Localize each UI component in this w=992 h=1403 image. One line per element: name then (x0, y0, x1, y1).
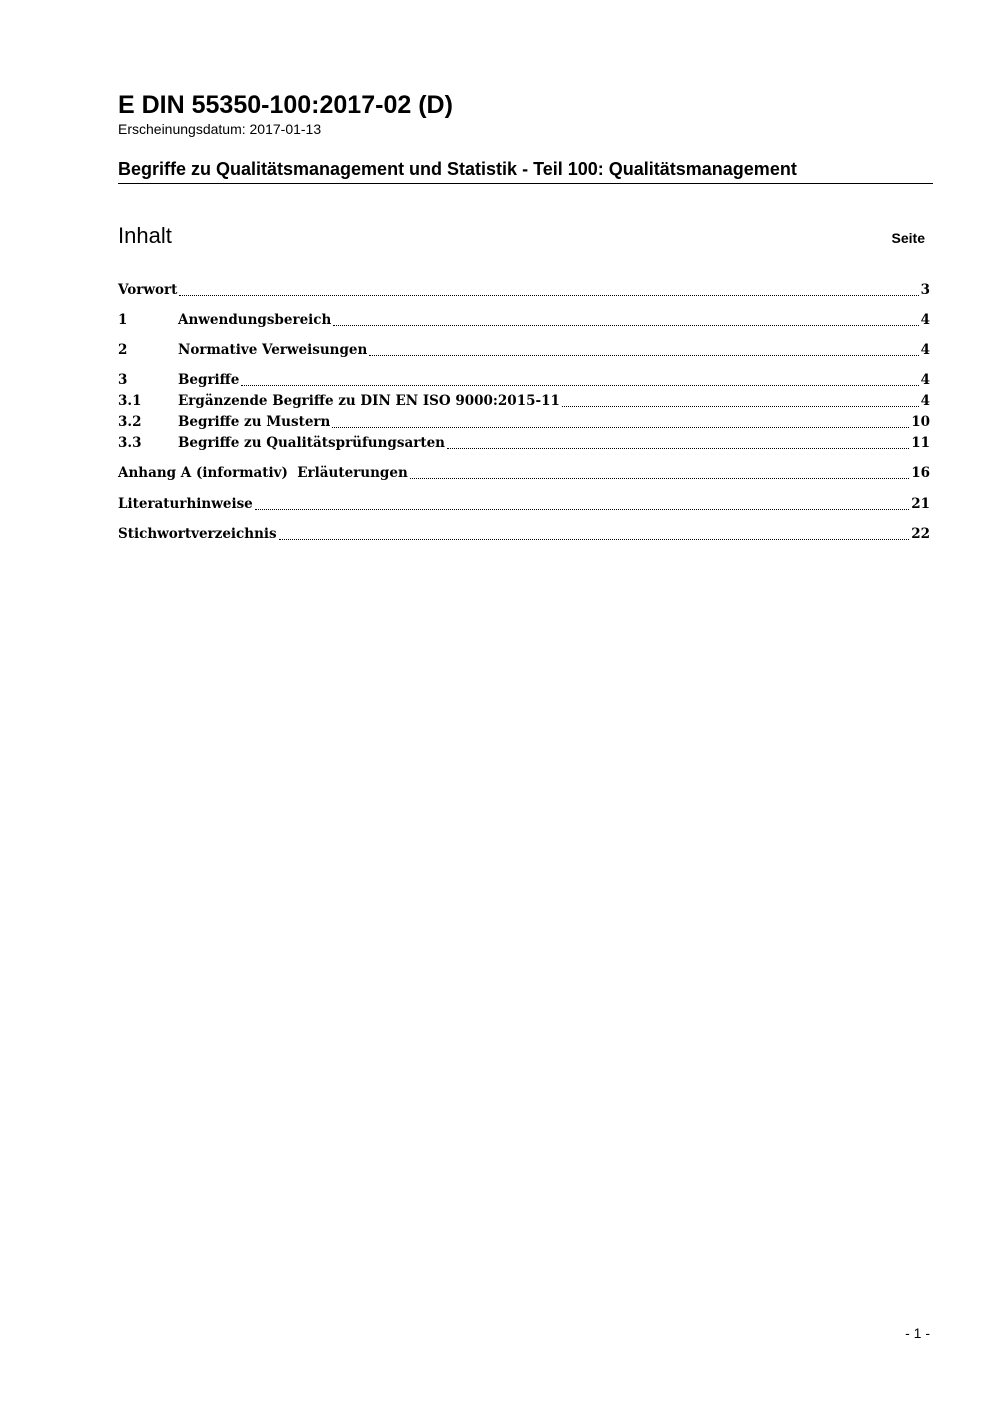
toc-dot-leader (369, 354, 918, 356)
title-divider (118, 183, 933, 184)
toc-entry-number: 1 (118, 312, 128, 328)
toc-entry-1[interactable] (118, 310, 930, 330)
toc-entry-page: 22 (911, 526, 930, 542)
toc-entry-page: 10 (911, 414, 930, 430)
toc-dot-leader (447, 447, 909, 449)
toc-dot-leader (241, 384, 918, 386)
toc-entry-page: 11 (911, 435, 930, 451)
document-id: E DIN 55350-100:2017-02 (D) (118, 91, 453, 119)
toc-entry-page: 21 (911, 496, 930, 512)
toc-entry-label: Literaturhinweise (118, 496, 253, 512)
toc-entry-3-2[interactable] (118, 412, 930, 432)
document-title: Begriffe zu Qualitätsmanagement und Statistik - Teil 100: Qualitätsmanagement (118, 159, 797, 179)
page-number: - 1 - (905, 1325, 930, 1341)
toc-entry-label: Ergänzende Begriffe zu DIN EN ISO 9000:2015-11 (178, 393, 560, 409)
toc-entry-3-1[interactable] (118, 391, 930, 411)
publication-date: Erscheinungsdatum: 2017-01-13 (118, 121, 322, 137)
toc-entry-anhang-a[interactable] (118, 463, 930, 483)
toc-page-column-label: Seite (891, 230, 925, 246)
toc-dot-leader (562, 405, 919, 407)
toc-entry-label: Begriffe zu Qualitätsprüfungsarten (178, 435, 445, 451)
toc-entry-page: 4 (920, 312, 930, 328)
toc-entry-page: 4 (920, 393, 930, 409)
toc-heading: Inhalt (118, 223, 172, 248)
toc-dot-leader (179, 294, 918, 296)
toc-entry-page: 3 (920, 282, 930, 298)
toc-entry-label: Anwendungsbereich (178, 312, 332, 328)
toc-entry-number: 3 (118, 372, 128, 388)
toc-entry-2[interactable] (118, 340, 930, 360)
toc-entry-stichwortverzeichnis[interactable] (118, 524, 930, 544)
toc-entry-3[interactable] (118, 370, 930, 390)
toc-entry-page: 16 (911, 465, 930, 481)
toc-entry-number: 3.1 (118, 393, 142, 409)
toc-entry-label: Normative Verweisungen (178, 342, 368, 358)
toc-dot-leader (332, 426, 909, 428)
toc-dot-leader (279, 538, 910, 540)
toc-entry-vorwort[interactable] (118, 280, 930, 300)
toc-entry-page: 4 (920, 372, 930, 388)
toc-entry-label: Stichwortverzeichnis (118, 526, 277, 542)
toc-entry-label: Begriffe zu Mustern (178, 414, 331, 430)
toc-dot-leader (410, 477, 909, 479)
toc-entry-literaturhinweise[interactable] (118, 494, 930, 514)
toc-entry-number: 2 (118, 342, 128, 358)
toc-entry-number: 3.2 (118, 414, 142, 430)
toc-entry-3-3[interactable] (118, 433, 930, 453)
toc-dot-leader (255, 508, 909, 510)
toc-entry-label: Begriffe (178, 372, 240, 388)
toc-entry-label: Vorwort (118, 282, 178, 298)
toc-entry-label: Anhang A (informativ) Erläuterungen (118, 465, 408, 481)
toc-entry-number: 3.3 (118, 435, 142, 451)
toc-entry-page: 4 (920, 342, 930, 358)
toc-dot-leader (333, 324, 918, 326)
